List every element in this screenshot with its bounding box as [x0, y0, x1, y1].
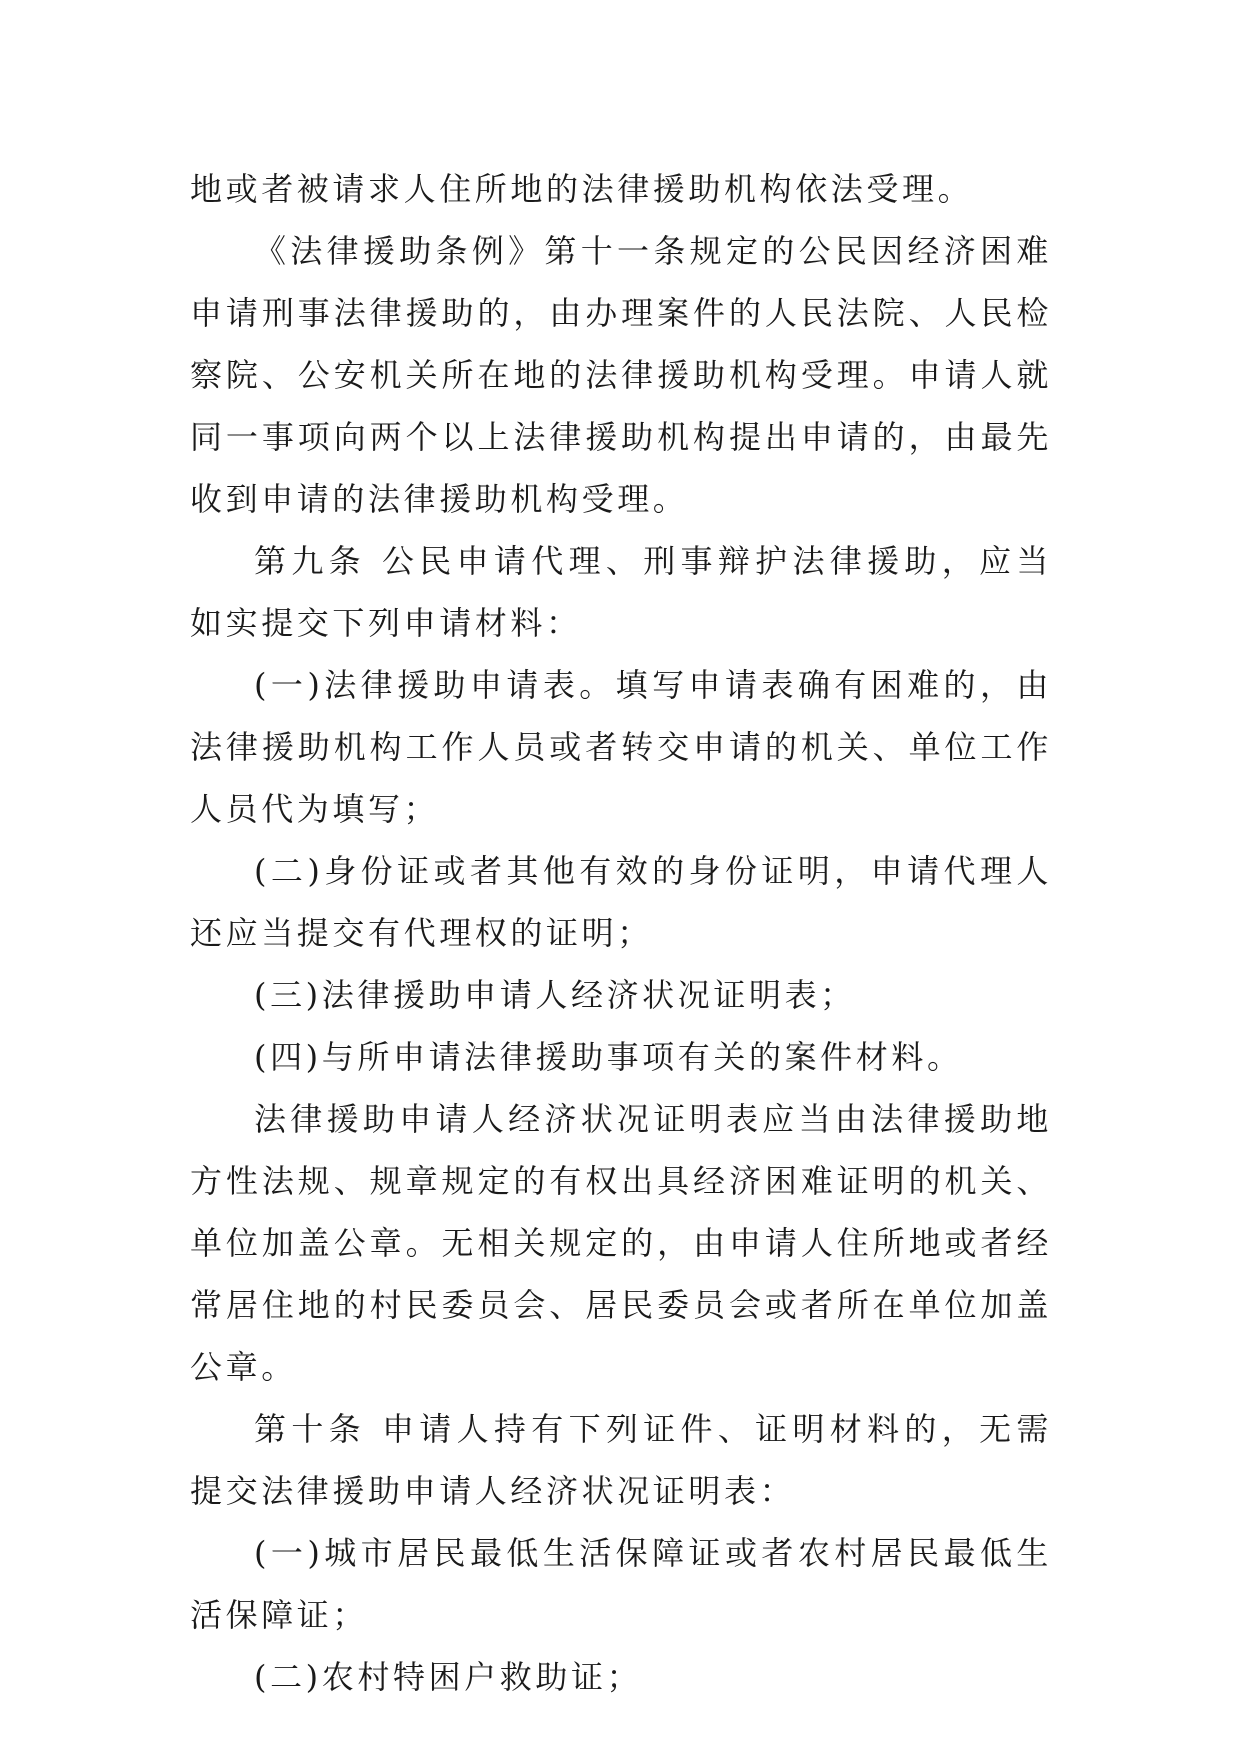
- paragraph-text: 公民申请代理、刑事辩护法律援助，应当如实提交下列申请材料：: [190, 542, 1052, 642]
- list-item-10-2: [190, 1646, 1052, 1708]
- paragraph-text: (三)法律援助申请人经济状况证明表；: [254, 976, 856, 1014]
- document-body: [190, 158, 1052, 1708]
- paragraph-text: (一)法律援助申请表。填写申请表确有困难的，由法律援助机构工作人员或者转交申请的机关、单位工作人员代为填写；: [190, 666, 1052, 828]
- paragraph-text: (四)与所申请法律援助事项有关的案件材料。: [254, 1038, 963, 1076]
- paragraph-article-9: [190, 530, 1052, 654]
- list-item-9-2: [190, 840, 1052, 964]
- paragraph-economic-status-form: [190, 1088, 1052, 1398]
- paragraph-text: (二)身份证或者其他有效的身份证明，申请代理人还应当提交有代理权的证明；: [190, 852, 1052, 952]
- list-item-9-1: [190, 654, 1052, 840]
- paragraph-text: (一)城市居民最低生活保障证或者农村居民最低生活保障证；: [190, 1534, 1052, 1634]
- list-item-10-1: [190, 1522, 1052, 1646]
- paragraph-text: 申请人持有下列证件、证明材料的，无需提交法律援助申请人经济状况证明表：: [190, 1410, 1052, 1510]
- paragraph-text: 法律援助申请人经济状况证明表应当由法律援助地方性法规、规章规定的有权出具经济困难证明的机关、单位加盖公章。无相关规定的，由申请人住所地或者经常居住地的村民委员会、居民委员会或者所在单位加盖公章。: [190, 1100, 1052, 1386]
- paragraph-text: (二)农村特困户救助证；: [254, 1658, 643, 1696]
- article-number: 第九条: [254, 542, 366, 580]
- paragraph-article-8-jurisdiction: [190, 220, 1052, 530]
- article-number: 第十条: [254, 1410, 366, 1448]
- list-item-9-3: [190, 964, 1052, 1026]
- list-item-9-4: [190, 1026, 1052, 1088]
- paragraph-article-10: [190, 1398, 1052, 1522]
- paragraph-text: 地或者被请求人住所地的法律援助机构依法受理。: [190, 170, 974, 208]
- paragraph-continuation: [190, 158, 1052, 220]
- paragraph-text: 《法律援助条例》第十一条规定的公民因经济困难申请刑事法律援助的，由办理案件的人民法院、人民检察院、公安机关所在地的法律援助机构受理。申请人就同一事项向两个以上法律援助机构提出申请的，由最先收到申请的法律援助机构受理。: [190, 232, 1052, 518]
